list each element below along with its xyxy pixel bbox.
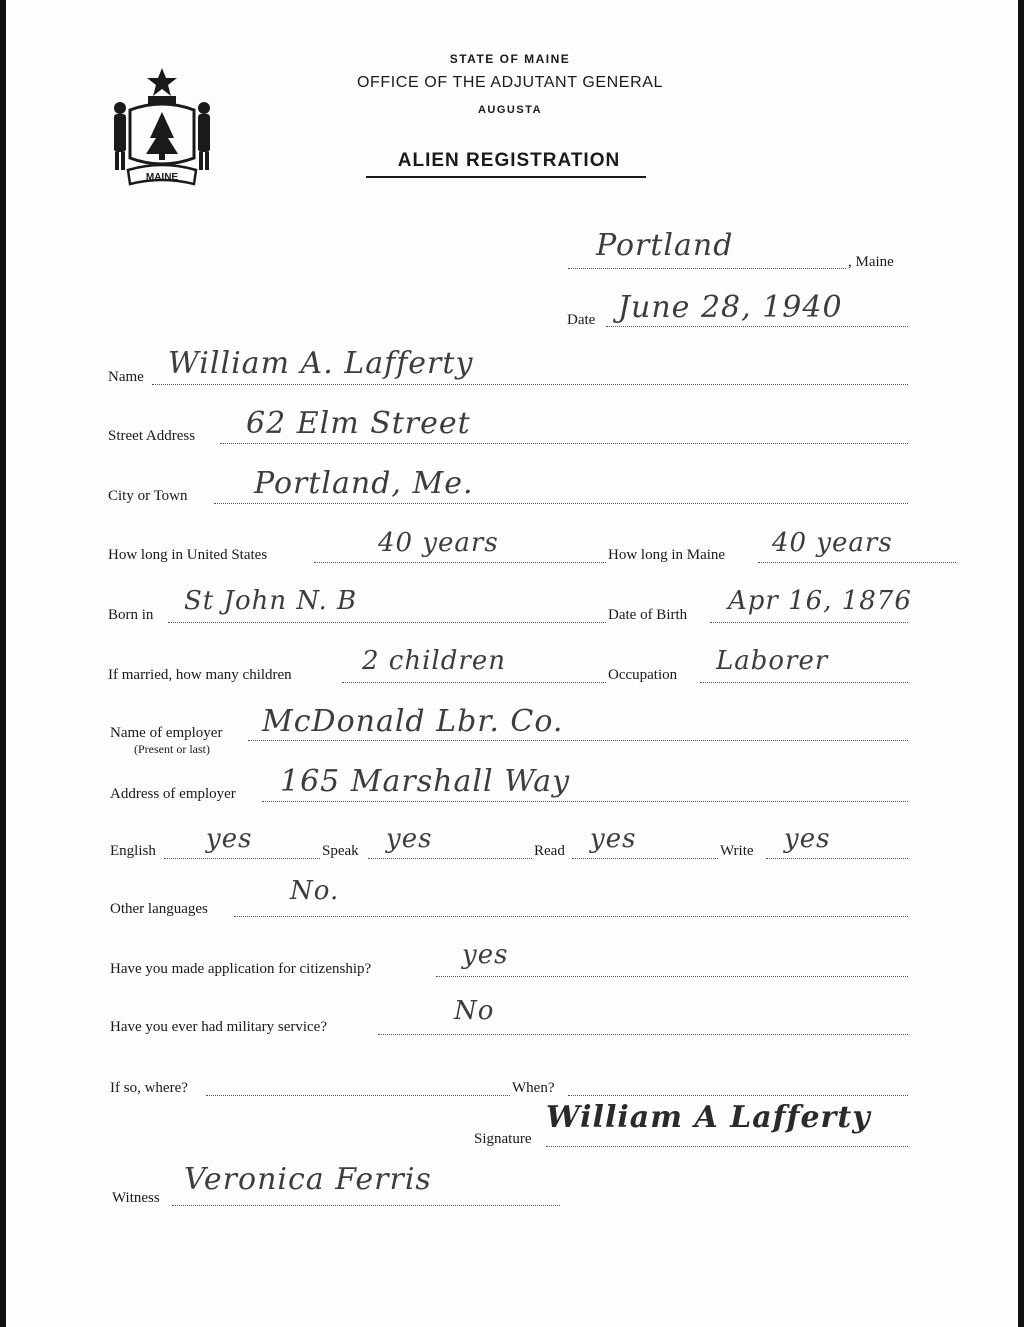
years-us-line xyxy=(314,562,606,563)
years-us-value: 40 years xyxy=(378,528,499,558)
years-maine-label: How long in Maine xyxy=(608,547,726,563)
place-line xyxy=(568,268,846,269)
maine-state-seal-icon xyxy=(108,66,216,190)
where-label: If so, where? xyxy=(110,1080,188,1096)
born-in-value: St John N. B xyxy=(184,586,358,616)
employer-value: McDonald Lbr. Co. xyxy=(262,704,564,739)
military-line xyxy=(378,1034,908,1035)
years-us-label: How long in United States xyxy=(108,547,268,563)
write-line xyxy=(766,858,908,859)
signature-label: Signature xyxy=(474,1131,532,1147)
employer-address-label: Address of employer xyxy=(110,786,236,802)
english-line xyxy=(164,858,320,859)
citizenship-label: Have you made application for citizenship? xyxy=(110,961,372,977)
other-languages-line xyxy=(234,916,908,917)
speak-line xyxy=(368,858,532,859)
occupation-value: Laborer xyxy=(716,646,829,676)
other-languages-value: No. xyxy=(290,876,340,906)
born-in-label: Born in xyxy=(108,607,154,623)
employer-label: Name of employer xyxy=(110,725,223,741)
signature-line xyxy=(546,1146,908,1147)
read-label: Read xyxy=(534,843,565,859)
when-line xyxy=(568,1095,908,1096)
city-heading: AUGUSTA xyxy=(477,104,543,116)
speak-value: yes xyxy=(386,824,433,854)
title-underline xyxy=(366,176,646,178)
form-title: ALIEN REGISTRATION xyxy=(397,150,621,171)
other-languages-label: Other languages xyxy=(110,901,208,917)
office-heading: OFFICE OF THE ADJUTANT GENERAL xyxy=(356,74,664,91)
employer-sublabel: (Present or last) xyxy=(134,742,210,756)
english-value: yes xyxy=(206,824,253,854)
occupation-label: Occupation xyxy=(608,667,678,683)
citizenship-line xyxy=(436,976,908,977)
write-label: Write xyxy=(720,843,754,859)
where-line xyxy=(206,1095,510,1096)
date-label: Date xyxy=(567,312,596,328)
write-value: yes xyxy=(784,824,831,854)
birth-date-line xyxy=(710,622,908,623)
street-label: Street Address xyxy=(108,428,196,444)
city-line xyxy=(214,503,908,504)
when-label: When? xyxy=(512,1080,555,1096)
citizenship-value: yes xyxy=(462,940,509,970)
signature-value: William A Lafferty xyxy=(546,1100,871,1135)
svg-text:MAINE: MAINE xyxy=(145,172,179,183)
military-label: Have you ever had military service? xyxy=(110,1019,327,1035)
children-label: If married, how many children xyxy=(108,667,292,683)
read-value: yes xyxy=(590,824,637,854)
witness-line xyxy=(172,1205,560,1206)
birth-date-label: Date of Birth xyxy=(608,607,688,623)
military-value: No xyxy=(454,996,495,1026)
name-line xyxy=(152,384,908,385)
witness-label: Witness xyxy=(112,1190,160,1206)
street-line xyxy=(220,443,908,444)
english-label: English xyxy=(110,843,156,859)
children-line xyxy=(342,682,606,683)
name-value: William A. Lafferty xyxy=(168,346,474,381)
date-line xyxy=(606,326,908,327)
born-in-line xyxy=(168,622,606,623)
children-value: 2 children xyxy=(362,646,506,676)
state-heading: STATE OF MAINE xyxy=(449,52,571,66)
speak-label: Speak xyxy=(322,843,359,859)
employer-address-value: 165 Marshall Way xyxy=(280,764,571,799)
employer-address-line xyxy=(262,801,908,802)
years-maine-value: 40 years xyxy=(772,528,893,558)
city-value: Portland, Me. xyxy=(254,466,474,501)
place-value: Portland xyxy=(596,228,734,263)
occupation-line xyxy=(700,682,908,683)
street-value: 62 Elm Street xyxy=(246,406,471,441)
name-label: Name xyxy=(108,369,144,385)
date-value: June 28, 1940 xyxy=(618,290,843,325)
birth-date-value: Apr 16, 1876 xyxy=(728,586,912,616)
years-maine-line xyxy=(758,562,956,563)
employer-line xyxy=(248,740,908,741)
read-line xyxy=(572,858,718,859)
place-suffix: , Maine xyxy=(848,254,894,270)
city-label: City or Town xyxy=(108,488,188,504)
witness-value: Veronica Ferris xyxy=(184,1162,432,1197)
